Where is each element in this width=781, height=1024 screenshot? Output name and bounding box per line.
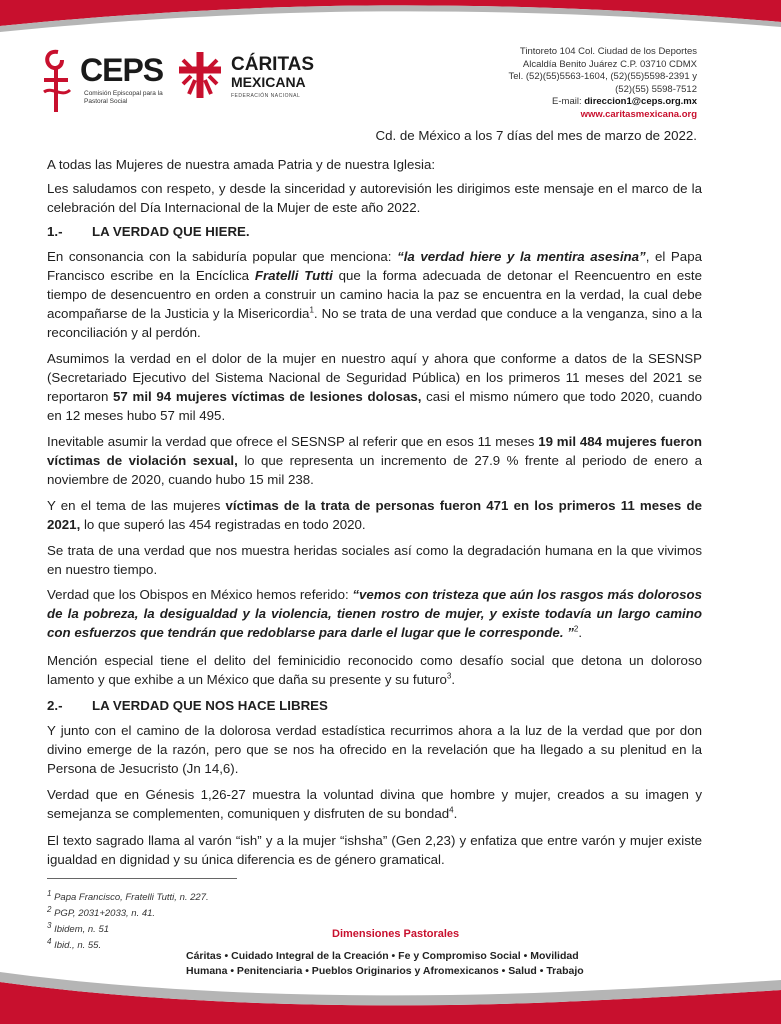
text-run: Verdad que los Obispos en México hemos referido: bbox=[47, 587, 353, 602]
section-number: 2.- bbox=[47, 698, 63, 713]
address-line: Tintoreto 104 Col. Ciudad de los Deportes bbox=[519, 46, 697, 57]
paragraph bbox=[47, 786, 702, 824]
footnote bbox=[47, 888, 209, 903]
phone-line: (52)(55) 5598-7512 bbox=[615, 83, 697, 95]
paragraph bbox=[47, 433, 702, 490]
ceps-logo bbox=[38, 44, 164, 114]
caritas-name: CÁRITAS bbox=[231, 54, 315, 75]
bold-text: víctimas de la trata de personas fueron 471 en los primeros 11 meses de 2021, bbox=[47, 498, 702, 532]
encyclical-title: Fratelli Tutti bbox=[254, 267, 333, 283]
bold-text: 57 mil 94 mujeres víctimas de lesiones dolosas, bbox=[113, 388, 422, 404]
paragraph bbox=[47, 586, 702, 643]
bold-text: 19 mil 484 mujeres fueron víctimas de violación sexual, bbox=[47, 434, 702, 468]
text-run: Mención especial tiene el delito del feminicidio reconocido como desafío social que detona un doloroso lamento y que exhibe a un México que daña su presente y su futuro bbox=[47, 653, 702, 687]
footer-title: Dimensiones Pastorales bbox=[332, 928, 460, 940]
footnote-text: Papa Francisco, Fratelli Tutti, n. 227. bbox=[54, 892, 209, 903]
footnote-ref[interactable]: 1 bbox=[309, 305, 314, 315]
contact-info bbox=[508, 46, 697, 121]
email-link[interactable]: direccion1@ceps.org.mx bbox=[584, 96, 697, 107]
paragraph: El texto sagrado llama al varón “ish” y a la mujer “ishsha” (Gen 2,23) y enfatiza que entre varón y mujer existe igualdad en dignidad y su única diferencia es de género gramatical. bbox=[47, 833, 702, 867]
footnote-ref[interactable]: 3 bbox=[446, 671, 452, 681]
text-run: Y en el tema de las mujeres bbox=[47, 498, 226, 513]
quote-text: “la verdad hiere y la mentira asesina” bbox=[397, 249, 646, 264]
footer-line: Humana • Penitenciaria • Pueblos Originarios y Afromexicanos • Salud • Trabajo bbox=[186, 965, 584, 977]
email-label: E-mail: bbox=[552, 96, 585, 107]
footnote-text: PGP, 2031+2033, n. 41. bbox=[54, 908, 156, 919]
text-run: . bbox=[578, 624, 583, 640]
text-run: . bbox=[451, 671, 456, 687]
paragraph: Se trata de una verdad que nos muestra heridas sociales así como la degradación humana en la que vivimos en nuestro tiempo. bbox=[47, 543, 702, 577]
section-2-heading bbox=[47, 698, 328, 713]
text-run: Verdad que en Génesis 1,26-27 muestra la voluntad divina que hombre y mujer, creados a su imagen y semejanza se complementen, comuniquen y disfruten de su bondad bbox=[47, 787, 702, 821]
footnote-number: 1 bbox=[47, 888, 52, 898]
caritas-cross-flame-icon bbox=[175, 50, 225, 100]
text-run: lo que superó las 454 registradas en todo 2020. bbox=[80, 516, 366, 532]
website-link[interactable]: www.caritasmexicana.org bbox=[580, 108, 697, 120]
section-1-heading bbox=[47, 224, 250, 239]
footnote bbox=[47, 920, 110, 935]
paragraph bbox=[47, 652, 702, 690]
text-run: Asumimos la verdad en el dolor de la mujer en nuestro aquí y ahora que conforme a datos de la SESNSP (Secretariado Ejecutivo del Sistema Nacional de Seguridad Pública) en los primeros 11 meses del 2021 se reportaron bbox=[47, 351, 702, 404]
footnote-text: Ibid., n. 55. bbox=[54, 940, 102, 951]
text-run: . bbox=[453, 805, 458, 821]
ceps-subtitle: Comisión Episcopal para la Pastoral Social bbox=[84, 90, 163, 105]
section-title: LA VERDAD QUE NOS HACE LIBRES bbox=[92, 698, 328, 713]
caritas-name-mexicana: MEXICANA bbox=[231, 74, 306, 90]
caritas-logo bbox=[175, 50, 325, 100]
caritas-subtitle: FEDERACIÓN NACIONAL bbox=[231, 93, 301, 99]
paragraph: Y junto con el camino de la dolorosa verdad estadística recurrimos ahora a la luz de la verdad que por don divino emerge de la razón, pero que se nos ha ofrecido en la revelación que ha llegado a su plenitud en la Persona de Jesucristo (Jn 14,6). bbox=[47, 723, 702, 776]
ceps-crozier-icon bbox=[38, 44, 76, 114]
text-run: casi el mismo número que todo 2020, cuando en 12 meses hubo 57 mil 495. bbox=[47, 388, 703, 423]
footnote-divider bbox=[47, 878, 237, 879]
footnote-number: 4 bbox=[47, 936, 52, 946]
footnote-ref[interactable]: 4 bbox=[449, 805, 454, 815]
text-run: Inevitable asumir la verdad que ofrece el SESNSP al referir que en esos 11 meses bbox=[47, 434, 539, 449]
footnote bbox=[47, 904, 156, 919]
footer-wave-decoration bbox=[0, 964, 781, 1024]
paragraph bbox=[47, 248, 702, 343]
footnote-ref[interactable]: 2 bbox=[573, 624, 579, 634]
section-title: LA VERDAD QUE HIERE. bbox=[92, 224, 250, 239]
text-run: que la forma adecuada de detonar el Reencuentro en este tiempo de desencuentro en orden a construir un camino hacia la paz se encuentra en la verdad, la cual debe acompañarse de la Justicia y la Misericordia bbox=[47, 267, 702, 321]
intro-paragraph: Les saludamos con respeto, y desde la sinceridad y autorevisión les dirigimos este mensaje en el marco de la celebración del Día Internacional de la Mujer de este año 2022. bbox=[47, 181, 702, 215]
ceps-name: CEPS bbox=[80, 52, 164, 88]
footnote bbox=[47, 936, 102, 951]
paragraph bbox=[47, 497, 702, 535]
footnote-number: 3 bbox=[47, 920, 52, 930]
footnote-number: 2 bbox=[47, 904, 52, 914]
section-number: 1.- bbox=[47, 224, 63, 239]
header-wave-decoration bbox=[0, 0, 781, 40]
salutation: A todas las Mujeres de nuestra amada Patria y de nuestra Iglesia: bbox=[47, 157, 436, 172]
footnote-text: Ibidem, n. 51 bbox=[54, 924, 110, 935]
text-run: En consonancia con la sabiduría popular que menciona: bbox=[47, 249, 398, 264]
text-run: lo que representa un incremento de 27.9 % frente al periodo de enero a noviembre de 2020, cuando hubo 15 mil 238. bbox=[47, 452, 702, 487]
text-run: , el Papa Francisco escribe en la Encíclica bbox=[47, 249, 702, 283]
phone-line: Tel. (52)(55)5563-1604, (52)(55)5598-2391 y bbox=[508, 71, 697, 82]
paragraph bbox=[47, 350, 702, 426]
text-run: . No se trata de una verdad que conduce a la venganza, sino a la reconciliación y al perdón. bbox=[47, 305, 702, 340]
letter-date: Cd. de México a los 7 días del mes de marzo de 2022. bbox=[375, 128, 697, 143]
footer-line: Cáritas • Cuidado Integral de la Creación • Fe y Compromiso Social • Movilidad bbox=[186, 950, 579, 962]
address-line: Alcaldía Benito Juárez C.P. 03710 CDMX bbox=[522, 58, 697, 70]
email-line bbox=[508, 96, 697, 109]
quote-text: “vemos con tristeza que aún los rasgos más dolorosos de la pobreza, la desigualdad y la violencia, tienen rostro de mujer, y existe todavía un largo camino con esfuerzos que tendrán que redoblarse para darle el lugar que le corresponde. ” bbox=[47, 587, 702, 640]
